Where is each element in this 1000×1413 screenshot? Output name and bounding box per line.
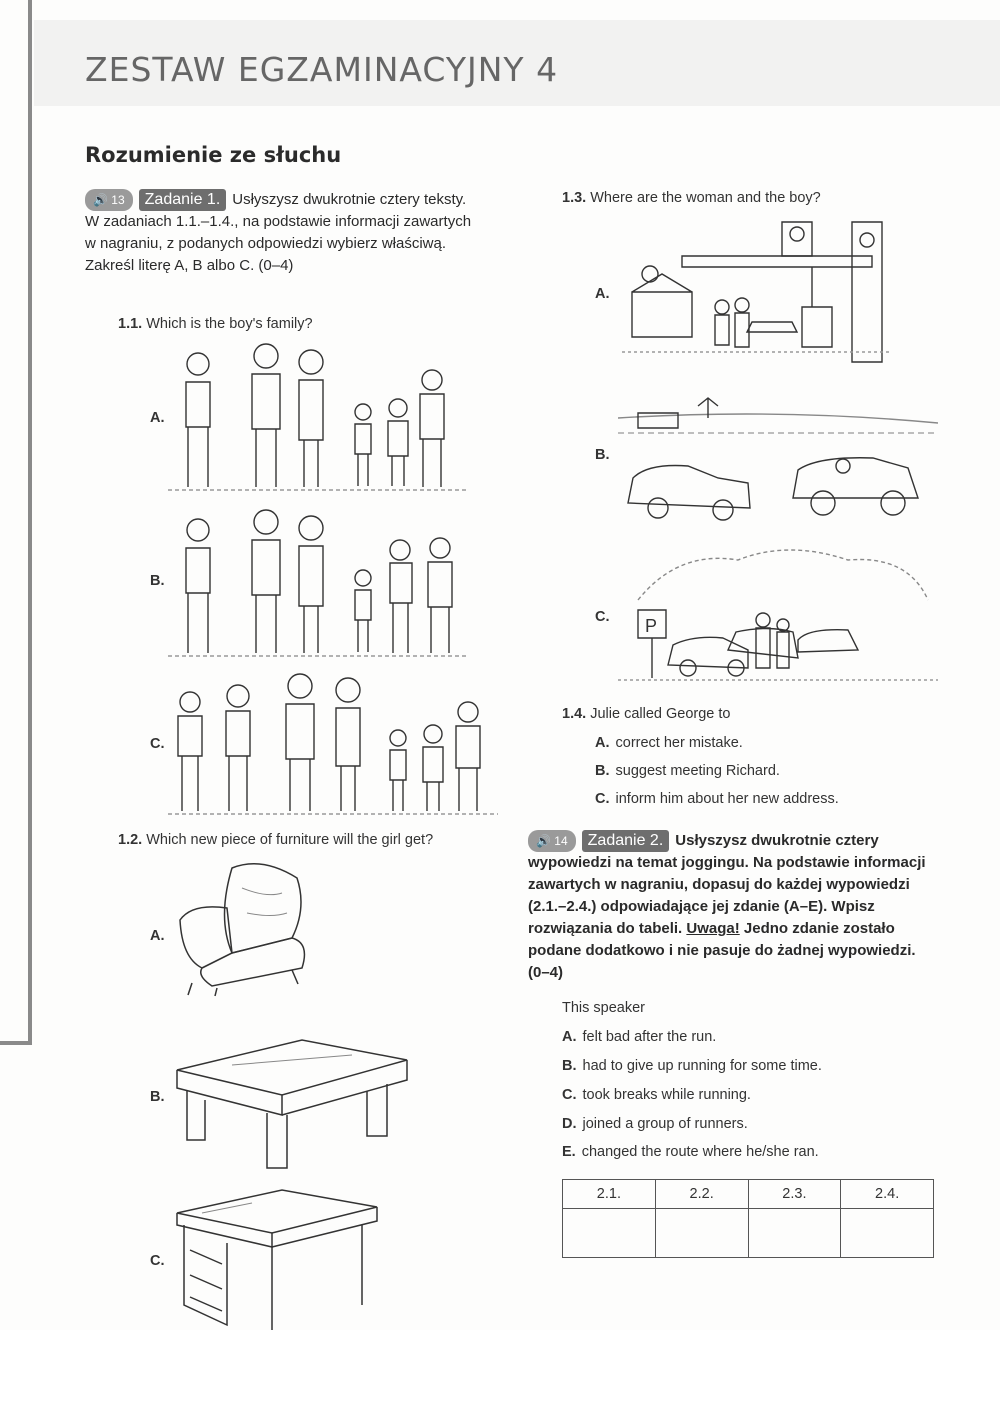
page-title: ZESTAW EGZAMINACYJNY 4 (85, 50, 559, 89)
question-text: Which new piece of furniture will the girl get? (146, 832, 434, 848)
answer-letter: A. (595, 735, 610, 751)
parking-lot-illustration (618, 540, 938, 690)
speaker-icon: 🔊 (536, 834, 551, 848)
question-text: Where are the woman and the boy? (590, 190, 821, 206)
option-letter[interactable]: A. (150, 410, 165, 426)
question-number: 1.4. (562, 706, 587, 722)
option-letter[interactable]: A. (595, 286, 610, 302)
option-letter[interactable]: B. (150, 573, 165, 589)
audio-track-badge[interactable] (85, 189, 133, 211)
option-letter[interactable]: C. (595, 609, 610, 625)
svg-text:P: P (645, 616, 658, 636)
answer-cell[interactable] (748, 1209, 841, 1258)
answer-text: correct her mistake. (615, 735, 743, 751)
table-header: 2.2. (655, 1180, 748, 1209)
task-label: Zadanie 2. (582, 830, 670, 852)
question-text: Which is the boy's family? (146, 316, 313, 332)
question-number: 1.2. (118, 832, 143, 848)
option-letter: D. (562, 1116, 577, 1132)
margin-rule (28, 0, 32, 1045)
answer-table (562, 1179, 934, 1258)
option-letter: E. (562, 1144, 576, 1160)
note-label: Uwaga! (686, 920, 740, 937)
table-illustration (172, 1025, 412, 1175)
task2-instruction: Usłyszysz dwukrotnie cztery wypowiedzi na temat joggingu. Na podstawie informacji zawartych w nagraniu, dopasuj do każdej wypowiedzi (2.1.–2.4.) odpowiadające jej zdanie (A–E). Wpisz rozwiązania do tabeli. (528, 832, 926, 937)
answer-option[interactable] (595, 763, 780, 779)
armchair-illustration (172, 858, 312, 998)
cars-in-field-illustration (618, 378, 938, 528)
desk-illustration (172, 1185, 382, 1335)
family-illustration (168, 508, 468, 660)
question-1-1 (118, 316, 313, 332)
option-text: changed the route where he/she ran. (581, 1144, 819, 1160)
answer-option[interactable] (595, 791, 839, 807)
table-header: 2.1. (563, 1180, 656, 1209)
petrol-station-illustration (622, 212, 890, 372)
answer-letter: B. (595, 763, 610, 779)
option-letter: A. (562, 1029, 577, 1045)
question-1-4 (562, 706, 730, 722)
option-text: joined a group of runners. (582, 1116, 748, 1132)
table-header: 2.4. (841, 1180, 934, 1209)
track-number: 13 (111, 193, 125, 207)
option-letter[interactable]: C. (150, 736, 165, 752)
option-letter[interactable]: B. (150, 1089, 165, 1105)
question-1-3 (562, 190, 821, 206)
answer-text: suggest meeting Richard. (615, 763, 780, 779)
matching-option (562, 1029, 716, 1045)
option-letter: C. (562, 1087, 577, 1103)
task2-instruction-note: Jedno zdanie zostało podane dodatkowo i nie pasuje do żadnej wypowiedzi. (0–4) (528, 920, 916, 981)
family-illustration (168, 666, 498, 818)
option-letter[interactable]: A. (150, 928, 165, 944)
answer-text: inform him about her new address. (615, 791, 839, 807)
answer-cell[interactable] (841, 1209, 934, 1258)
question-number: 1.1. (118, 316, 143, 332)
page-bottom-margin (0, 1330, 1000, 1413)
audio-track-badge[interactable] (528, 830, 576, 852)
task2-header (528, 830, 933, 984)
matching-option (562, 1144, 819, 1160)
matching-option (562, 1087, 751, 1103)
question-text: Julie called George to (590, 706, 731, 722)
option-text: had to give up running for some time. (582, 1058, 822, 1074)
option-letter[interactable]: C. (150, 1253, 165, 1269)
family-illustration (168, 342, 468, 494)
option-letter: B. (562, 1058, 577, 1074)
speaker-intro: This speaker (562, 1000, 646, 1016)
matching-option (562, 1116, 748, 1132)
answer-cell[interactable] (563, 1209, 656, 1258)
margin-rule-foot (0, 1041, 32, 1045)
track-number: 14 (554, 834, 568, 848)
speaker-icon: 🔊 (93, 193, 108, 207)
answer-letter: C. (595, 791, 610, 807)
answer-cell[interactable] (655, 1209, 748, 1258)
option-letter[interactable]: B. (595, 447, 610, 463)
answer-option[interactable] (595, 735, 743, 751)
matching-option (562, 1058, 822, 1074)
question-number: 1.3. (562, 190, 587, 206)
table-header: 2.3. (748, 1180, 841, 1209)
option-text: took breaks while running. (582, 1087, 751, 1103)
task1-instruction: Usłyszysz dwukrotnie cztery teksty. W zadaniach 1.1.–1.4., na podstawie informacji zawartych w nagraniu, z podanych odpowiedzi wybierz właściwą. Zakreśl literę A, B albo C. (0–4) (85, 191, 472, 274)
option-text: felt bad after the run. (582, 1029, 717, 1045)
task-label: Zadanie 1. (139, 189, 227, 211)
section-title: Rozumienie ze słuchu (85, 143, 342, 167)
question-1-2 (118, 832, 433, 848)
task1-header (85, 189, 475, 277)
